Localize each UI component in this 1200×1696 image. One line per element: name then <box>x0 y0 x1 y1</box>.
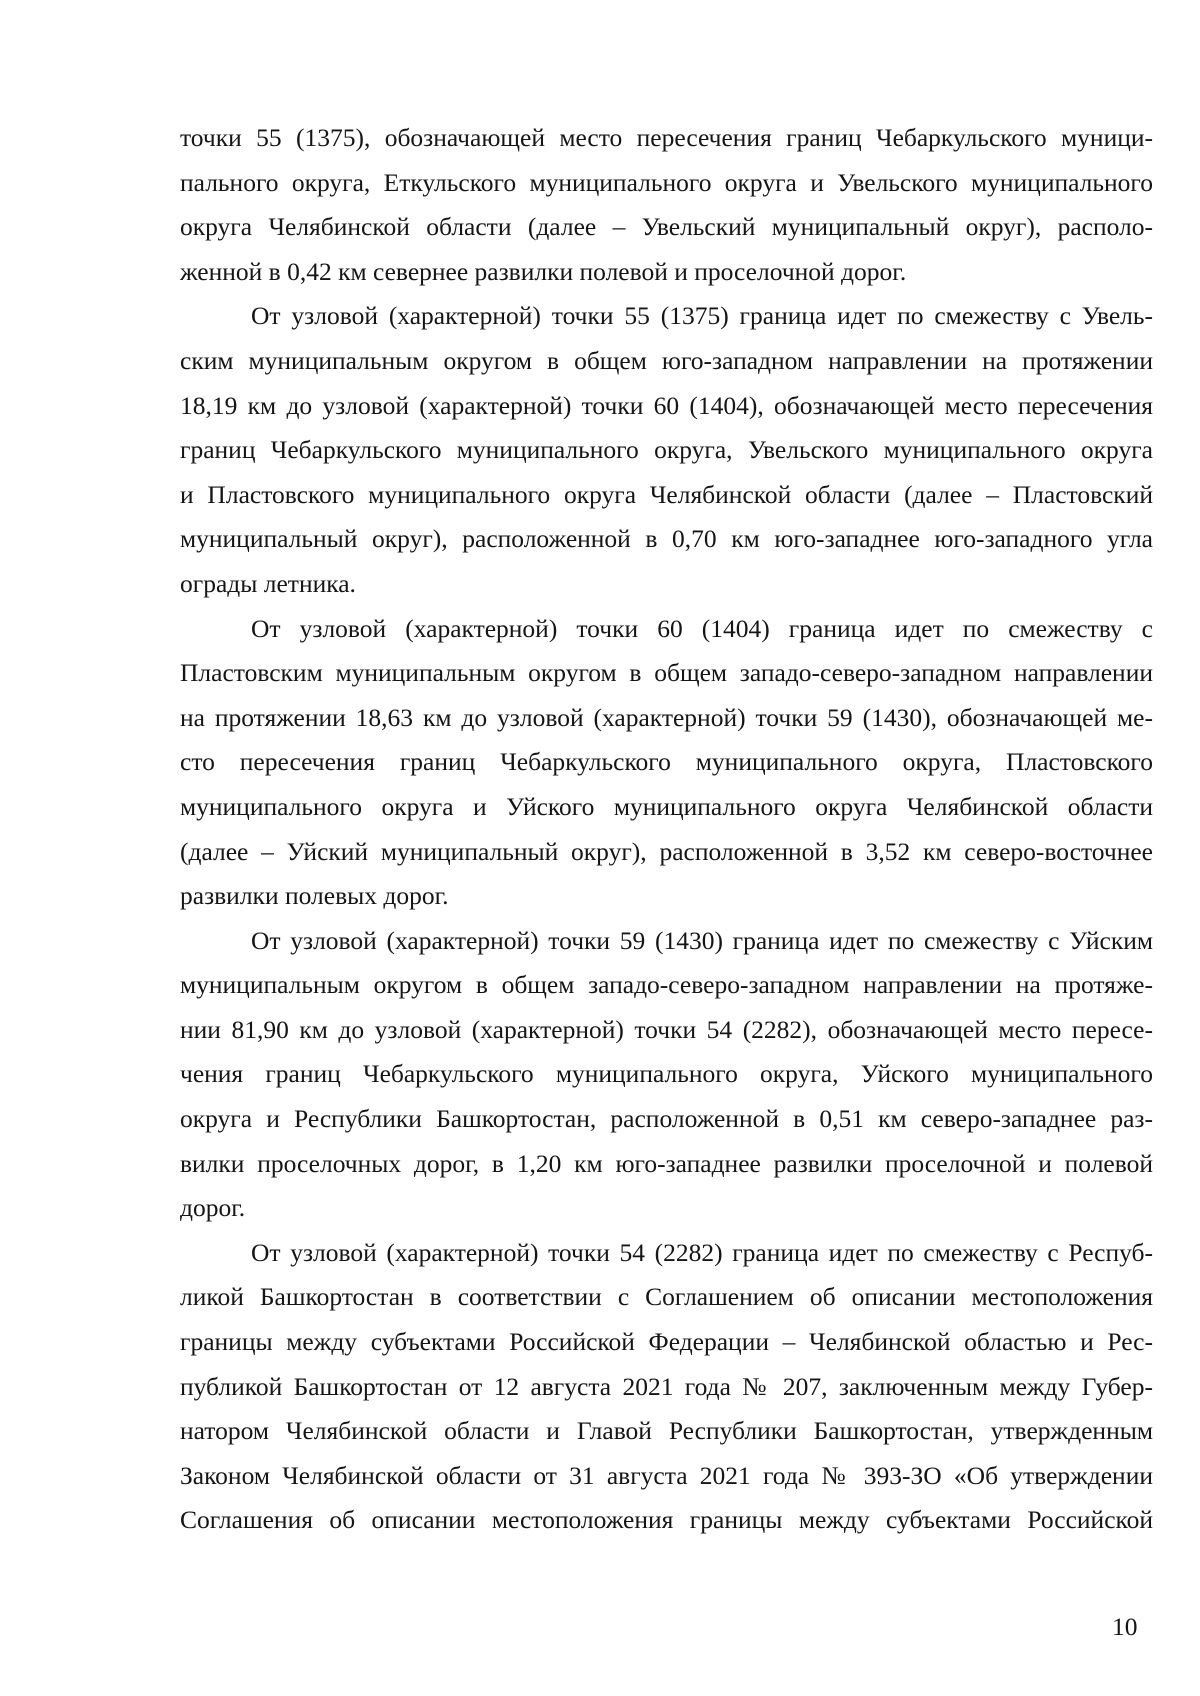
text-line: и Пластовского муниципального округа Челябинской области (далее – Пластовский <box>180 479 1153 509</box>
text-line: ликой Башкортостан в соответствии с Соглашением об описании местоположения <box>180 1282 1153 1312</box>
text-line: на протяжении 18,63 км до узловой (характерной) точки 59 (1430), обозначающей ме- <box>180 702 1153 732</box>
text-line: женной в 0,42 км севернее развилки полевой и проселочной дорог. <box>180 256 907 286</box>
text-line: ским муниципальным округом в общем юго-западном направлении на протяжении <box>180 345 1153 375</box>
paragraph-3 <box>180 607 1153 919</box>
text-line: От узловой (характерной) точки 54 (2282) граница идет по смежеству с Респуб- <box>251 1237 1153 1267</box>
page-number: 10 <box>1112 1612 1138 1641</box>
paragraph-1 <box>180 116 1153 294</box>
text-line: муниципальный округ), расположенной в 0,70 км юго-западнее юго-западного угла <box>180 524 1153 554</box>
text-line: пального округа, Еткульского муниципального округа и Увельского муниципального <box>180 167 1153 197</box>
text-line: (далее – Уйский муниципальный округ), расположенной в 3,52 км северо-восточнее <box>180 836 1153 866</box>
text-line: Пластовским муниципальным округом в общем западо-северо-западном направлении <box>180 658 1153 688</box>
paragraph-4 <box>180 919 1153 1231</box>
text-line: чения границ Чебаркульского муниципального округа, Уйского муниципального <box>180 1059 1153 1089</box>
body-text <box>180 116 1153 1543</box>
paragraph-2 <box>180 294 1153 606</box>
paragraph-5 <box>180 1231 1153 1543</box>
text-line: дорог. <box>180 1193 246 1223</box>
text-line: Законом Челябинской области от 31 августа 2021 года № 393-ЗО «Об утверждении <box>180 1460 1153 1490</box>
text-line: округа и Республики Башкортостан, расположенной в 0,51 км северо-западнее раз- <box>180 1104 1153 1134</box>
text-line: От узловой (характерной) точки 55 (1375) граница идет по смежеству с Увель- <box>251 301 1153 331</box>
text-line: границы между субъектами Российской Федерации – Челябинской областью и Рес- <box>180 1327 1153 1357</box>
text-line: публикой Башкортостан от 12 августа 2021 года № 207, заключенным между Губер- <box>180 1371 1153 1401</box>
text-line: натором Челябинской области и Главой Республики Башкортостан, утвержденным <box>180 1416 1153 1446</box>
text-line: 18,19 км до узловой (характерной) точки 60 (1404), обозначающей место пересечения <box>180 390 1153 420</box>
text-line: вилки проселочных дорог, в 1,20 км юго-западнее развилки проселочной и полевой <box>180 1148 1153 1178</box>
text-line: ограды летника. <box>180 568 356 598</box>
text-line: округа Челябинской области (далее – Увельский муниципальный округ), располо- <box>180 212 1153 242</box>
text-line: От узловой (характерной) точки 59 (1430) граница идет по смежеству с Уйским <box>251 925 1153 955</box>
text-line: От узловой (характерной) точки 60 (1404) граница идет по смежеству с <box>251 613 1153 643</box>
text-line: муниципальным округом в общем западо-северо-западном направлении на протяже- <box>180 970 1153 1000</box>
text-line: муниципального округа и Уйского муниципального округа Челябинской области <box>180 791 1153 821</box>
text-line: Соглашения об описании местоположения границы между субъектами Российской <box>180 1505 1153 1535</box>
text-line: сто пересечения границ Чебаркульского муниципального округа, Пластовского <box>180 747 1153 777</box>
text-line: развилки полевых дорог. <box>180 881 449 911</box>
text-line: границ Чебаркульского муниципального округа, Увельского муниципального округа <box>180 435 1153 465</box>
text-line: точки 55 (1375), обозначающей место пересечения границ Чебаркульского муници- <box>180 123 1153 152</box>
text-line: нии 81,90 км до узловой (характерной) точки 54 (2282), обозначающей место пересе- <box>180 1014 1153 1044</box>
